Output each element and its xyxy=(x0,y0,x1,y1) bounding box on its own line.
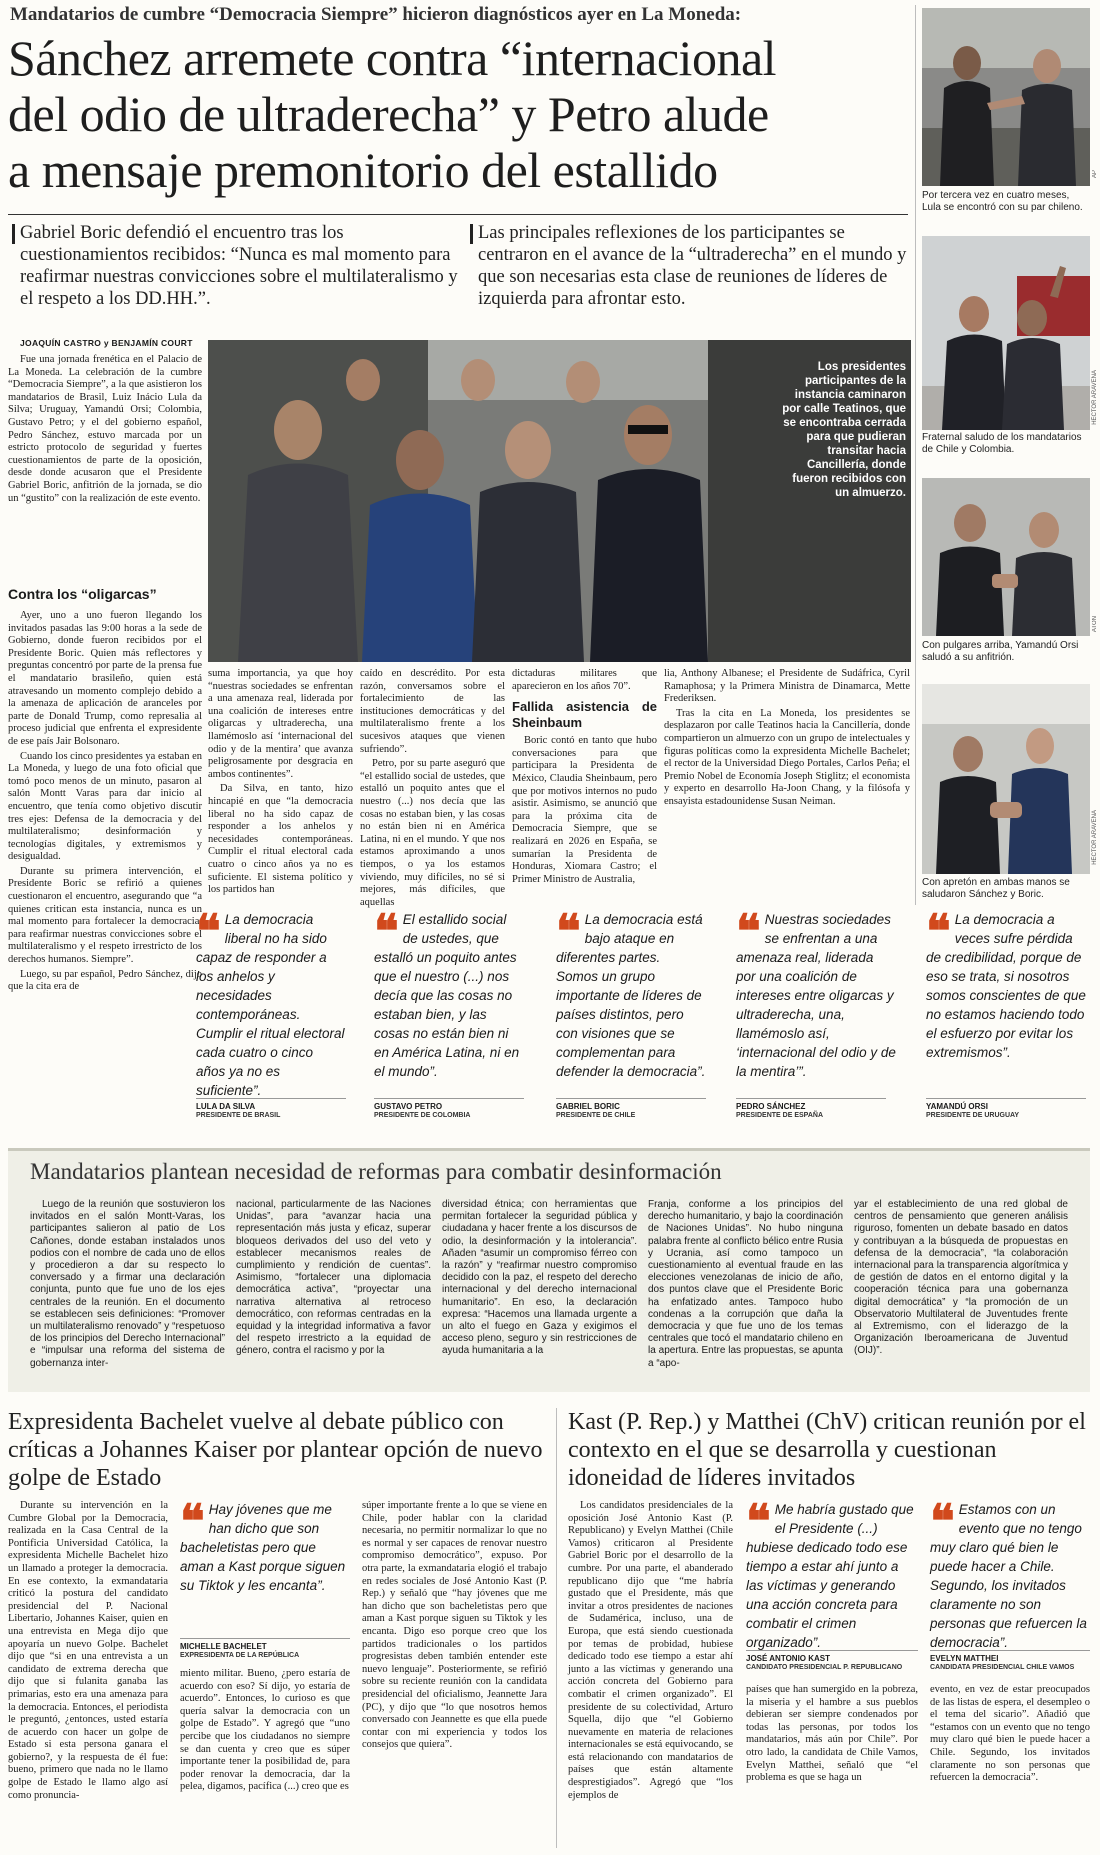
sidebar-credit-2: HÉCTOR ARAVENA xyxy=(1092,370,1098,425)
main-col1-bottom: Ayer, uno a uno fueron llegando los invitados pasadas las 9:00 horas a la sede de Gobierno, donde fueron recibidos por el Presidente Boric. Quien más reflectores y preguntas concentró por parte de la prensa fue el mandatario brasileño, quien está atravesando un momento complejo debido a la amenaza de aplicación de aranceles por parte de Donald Trump, como represalia al proceso judicial que enfrenta el expresidente de ese país Jair Bolsonaro. Cuando los cinco presidentes ya estaban en La Moneda, y luego de una foto oficial que tomó poco menos de un minuto, pasaron al salón Montt Varas para dar inicio al encuentro, que tenía como objetivo discutir tres ejes: Defensa de la democracia y del multilateralismo; desinformación y tecnologías digitales, y extremismos y desigualdad. Durante su primera intervención, el Presidente Boric se refirió a quienes cuestionaron el encuentro, asegurando que “a quienes critican esta instancia, nunca es un mal momento para fortalecer la democracia, para reafirmar nuestras convicciones sobre el multilateralismo y el respeto irrestricto de los derechos humanos. Siempre”. Luego, su par español, Pedro Sánchez, dijo que la cita era de xyxy=(8,610,202,993)
quote-sanchez: ❝ Nuestras sociedades se enfrentan a una amenaza real, liderada por una coalición de intereses entre oligarcas y ultraderecha, una, llamémoslo así, ‘internacional del odio y de la mentira’”. PEDRO SÁNCHEZ PRESIDENTE DE ESPAÑA xyxy=(736,904,896,1119)
quote-mark-icon: ❝ xyxy=(556,904,581,958)
main-photo-caption: Los presidentes participantes de la instancia caminaron por calle Teatinos, que se encontraba cerrada para que pudieran transitar hacia Cancillería, donde fueron recibidos con un almuerzo. xyxy=(782,361,906,499)
bachelet-quote: ❝ Hay jóvenes que me han dicho que son bacheletistas pero que aman a Kast porque siguen su Tiktok y les encanta”. MICHELLE BACHELET EXPRESIDENTA DE LA REPÚBLICA xyxy=(180,1500,350,1660)
quote-mark-icon: ❝ xyxy=(926,904,951,958)
sidebar-credit-3: ATON xyxy=(1092,616,1098,633)
sidebar-photo-orsi xyxy=(922,478,1090,636)
main-col4: dictaduras militares que aparecieron en los años 70”. Fallida asistencia de Sheinbaum Boric contó en tanto que hubo conversaciones para que participara la Presidenta de México, Claudia Sheinbaum, pero que por motivos internos no pudo asistir. Asimismo, se anunció que para la próxima cita de Democracia Siempre, que se realizará en 2026 en España, se sumarían la Presidenta de Honduras, Xiomara Castro; el Primer Ministro de Australia, xyxy=(512,668,657,885)
quote-lula: ❝ La democracia liberal no ha sido capaz de responder a los anhelos y necesidades contemporáneas. Cumplir el ritual electoral cada cuatro o cinco años ya no es suficiente”. LULA DA SILVA PRESIDENTE DE BRASIL xyxy=(196,904,345,1119)
deck-left: Gabriel Boric defendió el encuentro tras los cuestionamientos recibidos: “Nunca es mal momento para reafirmar nuestras convicciones sobre el multilateralismo y el respeto a los DD.HH.”. xyxy=(20,222,460,310)
section-divider xyxy=(556,1408,557,1848)
main-col2: suma importancia, ya que hoy “nuestras sociedades se enfrentan a una amenaza real, liderada por una coalición de intereses entre oligarcas y ultraderecha, una llamémoslo así ‘internacional del odio y de la mentira’ que avanza peligrosamente por desgracia en ambos continentes”. Da Silva, en tanto, hizo hincapié en que “la democracia liberal no ha sido capaz de responder a los anhelos y necesidades contemporáneas. Cumplir el ritual electoral cada cuatro o cinco años ya no es suficiente. El sistema político y los partidos han xyxy=(208,668,353,896)
byline: JOAQUÍN CASTRO y BENJAMÍN COURT xyxy=(20,338,193,348)
box-col2: nacional, particularmente de las Naciones Unidas”, para “avanzar hacia una representación más justa y eficaz, superar bloqueos derivados del uso del veto y establecer mecanismos reales de cumplimiento y rendición de cuentas”. Asimismo, “fortalecer una diplomacia democrática activa”, “proyectar una narrativa alternativa al retroceso democrático, con reformas centradas en la equidad y la integridad informativa a favor del respeto irrestricto a la equidad de género, contra el racismo y por la xyxy=(236,1199,431,1357)
quote-mark-icon: ❝ xyxy=(930,1494,955,1548)
main-col5: lia, Anthony Albanese; el Presidente de Sudáfrica, Cyril Ramaphosa; y la Primera Ministra de Dinamarca, Mette Frederiksen. Tras la cita en La Moneda, los presidentes se desplazaron por calle Teatinos hacia la Cancillería, donde compartieron un almuerzo con un grupo de intelectuales y figuras políticas como la expresidenta Michelle Bachelet; el rector de la Universidad Diego Portales, Carlos Peña; el Premio Nobel de Economía Joseph Stiglitz; el economista y experto en desarrollo Ha-Joon Chang, y la filósofa y ensayista estadounidense Susan Neiman. xyxy=(664,668,910,807)
main-subhead-sheinbaum: Fallida asistencia de Sheinbaum xyxy=(512,699,657,731)
matthei-quote: ❝ Estamos con un evento que no tengo muy claro qué bien le puede hacer a Chile. Segundo, los invitados claramente no son personas que refuercen la democracia”. EVELYN MATTHEI CANDIDATA PRESIDENCIAL CHILE VAMOS xyxy=(930,1500,1090,1670)
kast-headline: Kast (P. Rep.) y Matthei (ChV) critican reunión por el contexto en el que se desarrolla y cuestionan idoneidad de líderes invitados xyxy=(568,1409,1086,1491)
box-col5: yar el establecimiento de una red global de centros de pensamiento que generen análisis riguroso, fomenten un debate basado en datos y contribuyan a la búsqueda de propuestas en defensa de la democracia”, “la colaboración internacional para la transparencia algorítmica y de gestión de datos en el entorno digital y la cooperación técnica para una gobernanza digital democrática” y “la promoción de un Observatorio Multilateral de Juventudes frente al Extremismo, con el liderazgo de la Organización Iberoamericana de Juventud (OIJ)”. xyxy=(854,1199,1068,1357)
quote-petro: ❝ El estallido social de ustedes, que estalló un poquito antes que el nuestro (...) nos decía que las cosas no estaban bien, y las cosas no están bien ni en América Latina, ni en el mundo”. GUSTAVO PETRO PRESIDENTE DE COLOMBIA xyxy=(374,910,524,1120)
quote-mark-icon: ❝ xyxy=(736,904,761,958)
kast-col1: Los candidatos presidenciales de la oposición José Antonio Kast (P. Republicano) y Evelyn Matthei (Chile Vamos) criticaron al Presidente Gabriel Boric por el desarrollo de la cumbre. Por una parte, el abanderado republicano dijo que “me habría gustado que el Presidente, más que invitar a otros presidentes de naciones de Sudamérica, incluso, una de Europa, que está siendo cuestionada por temas de probidad, hubiese dedicado todo ese tiempo a estar ahí junto a las víctimas y generando una acción concreta del Gobierno para combatir el crimen organizado”. El presidente de su colectividad, Arturo Squella, dijo que “el Gobierno nuevamente en materia de relaciones internacionales se está equivocando, se está relacionando con mandatarios de países que están altamente desprestigiados”. Agregó que “los ejemplos de xyxy=(568,1500,733,1801)
sidebar-credit-4: HÉCTOR ARAVENA xyxy=(1092,810,1098,865)
main-col3: caído en descrédito. Por esta razón, conversamos sobre el fortalecimiento de las instituciones democráticas y del multilateralismo frente a los sucesivos ataques que vienen sufriendo”. Petro, por su parte aseguró que “el estallido social de ustedes, que estalló un poquito antes que el nuestro (...) nos decía que las cosas no estaban bien, y las cosas no están bien ni en América Latina, ni en el mundo. Y que nos estamos aproximando a unos tiempos, o ya los estamos viviendo, muy difíciles, no sé si mejores, más difíciles, que aquellas xyxy=(360,668,505,908)
header-rule xyxy=(8,214,908,215)
sidebar-caption-4: Con apretón en ambas manos se saludaron Sánchez y Boric. xyxy=(922,877,1070,900)
quote-boric: ❝ La democracia está bajo ataque en diferentes partes. Somos un grupo importante de líderes de países distintos, pero con visiones que se complementan para defender la democracia”. GABRIEL BORIC PRESIDENTE DE CHILE xyxy=(556,904,706,1119)
sidebar-caption-1: Por tercera vez en cuatro meses, Lula se encontró con su par chileno. xyxy=(922,190,1083,213)
bachelet-headline: Expresidenta Bachelet vuelve al debate público con críticas a Johannes Kaiser por plantear opción de nuevo golpe de Estado xyxy=(8,1409,543,1491)
sidebar-credit-1: AP xyxy=(1092,170,1098,179)
quote-mark-icon: ❝ xyxy=(180,1494,205,1548)
kast-quote: ❝ Me habría gustado que el Presidente (...) hubiese dedicado todo ese tiempo a estar ahí junto a las víctimas y generando una acción concreta para combatir el crimen organizado”. JOSÉ ANTONIO KAST CANDIDATO PRESIDENCIAL P. REPUBLICANO xyxy=(746,1500,918,1670)
quote-mark-icon: ❝ xyxy=(746,1494,771,1548)
kast-col3: evento, en vez de estar preocupados de las listas de espera, el desempleo o el tema del sicario”. Añadió que “estamos con un evento que no tengo muy claro qué bien le puede hacer a Chile. Segundo, los invitados claramente no son personas que refuercen la democracia”. xyxy=(930,1684,1090,1784)
sidebar-caption-3: Con pulgares arriba, Yamandú Orsi saludó a su anfitrión. xyxy=(922,640,1079,663)
quote-mark-icon: ❝ xyxy=(374,904,399,958)
main-subhead-oligarcas: Contra los “oligarcas” xyxy=(8,586,157,602)
deck-right: Las principales reflexiones de los participantes se centraron en el avance de la “ultraderecha” en el mundo y que son necesarias esta clase de reuniones de líderes de izquierda para afrontar esto. xyxy=(478,223,907,309)
kast-col2: países que han sumergido en la pobreza, la miseria y el hambre a sus pueblos debieran ser siempre condenados por todas las personas, por todos los mandatarios, más aún por Chile”. Por otro lado, la candidata de Chile Vamos, Evelyn Matthei, señaló que “el problema es que se haga un xyxy=(746,1684,918,1784)
box-col1: Luego de la reunión que sostuvieron los invitados en el salón Montt-Varas, los participantes salieron al patio de Los Cañones, donde estaban instalados unos podios con el nombre de cada uno de ellos y procedieron a dar su respecto lo conversado y a firmar una declaración conjunta, punto que fue uno de los ejes centrales de la reunión. En el documento se establecen seis definiciones: “Promover un multilateralismo renovado” y “respetuoso de los principios del Derecho Internacional” e “impulsar una reforma del sistema de gobernanza inter- xyxy=(30,1199,225,1369)
bachelet-col3: súper importante frente a lo que se viene en Chile, poder hablar con la claridad necesaria, no permitir normalizar lo que no es normal y ser capaces de renovar nuestro compromiso democrático”, expuso. Por otra parte, la exmandataria elogió el trabajo en redes sociales de José Antonio Kast (P. Rep.) y señaló que “hay jóvenes que me han dicho que son bacheletistas pero que aman a Kast porque siguen su Tiktok y les encanta. Digo eso porque creo que los partidos tradicionales o los partidos progresistas deben también entender este nuevo lenguaje”. Posteriormente, se refirió sobre su reciente reunión con la candidata presidencial del oficialismo, Jeannette Jara (PC), y dijo que “lo que nosotros hemos conversado con Jeannette es que ella puede contar con mi experiencia y todos los consejos que quiera”. xyxy=(362,1500,547,1751)
headline: Sánchez arremete contra “internacional del odio de ultraderecha” y Petro alude a mensaje premonitorio del estallido xyxy=(8,30,777,198)
sidebar-photo-lula xyxy=(922,8,1090,186)
kicker: Mandatarios de cumbre “Democracia Siempre” hicieron diagnósticos ayer en La Moneda: xyxy=(10,4,742,25)
sidebar-photo-petro xyxy=(922,236,1090,430)
sidebar-caption-2: Fraternal saludo de los mandatarios de Chile y Colombia. xyxy=(922,432,1082,455)
bachelet-col2: miento militar. Bueno, ¿pero estaría de acuerdo con eso? Sí dijo, yo estaría de acuerdo”. Entonces, lo curioso es que quería salvar la democracia con un golpe de Estado”. Y agregó que “uno percibe que los ciudadanos no siempre se dan cuenta y creo que es súper importante tener la posibilidad de, para poder renovar la democracia, dar la pelea, digamos, pacífica (...) creo que es xyxy=(180,1668,350,1793)
quote-mark-icon: ❝ xyxy=(196,904,221,958)
main-col1-top: Fue una jornada frenética en el Palacio de La Moneda. La celebración de la cumbre “Democracia Siempre”, a la que asistieron los mandatarios de Brasil, Luiz Inácio Lula da Silva; Uruguay, Yamandú Orsi; Colombia, Gustavo Petro; y el del gobierno español, Pedro Sánchez, estuvo marcada por un estricto protocolo de seguridad y fuertes cuestionamientos de parte de la oposición, desde donde acusaron que el Presidente Gabriel Boric, anfitrión de la jornada, se dio un “gustito” con la realización de este evento. xyxy=(8,354,202,504)
sidebar-rule xyxy=(915,5,916,905)
box-desinformacion xyxy=(8,1148,1090,1392)
quote-orsi: ❝ La democracia a veces sufre pérdida de credibilidad, porque de eso se trata, si nosotros somos conscientes de que no estamos haciendo todo el esfuerzo por evitar los extremismos”. YAMANDÚ ORSI PRESIDENTE DE URUGUAY xyxy=(926,904,1086,1119)
bachelet-col1: Durante su intervención en la Cumbre Global por la Democracia, realizada en la Casa Central de la Pontificia Universidad Católica, la expresidenta Michelle Bachelet hizo un llamado a proteger la democracia. En ese contexto, la exmandataria criticó la postura del candidato presidencial del P. Nacional Libertario, Johannes Kaiser, quien en una entrevista en Mega dijo que apoyaría un nuevo Golpe. Bachelet dijo que “si en una entrevista a un candidato de extrema derecha que dijo que si fulanita ganaba las primarias, esto era una amenaza para la democracia. Entonces, el periodista le preguntó, ¿entonces, usted estaría de acuerdo con hacer un golpe de Estado si esta persona ganara el gobierno?, y la respuesta de él fue: bueno, primero que nada no le llamo golpe de Estado le llamo algo así como pronuncia- xyxy=(8,1500,168,1801)
box-title: Mandatarios plantean necesidad de reformas para combatir desinformación xyxy=(30,1159,722,1184)
box-col3: diversidad étnica; con herramientas que permitan fortalecer la seguridad pública y ciudadana y hacer frente a los discursos de odio, la desinformación y la intolerancia”. Añaden “asumir un compromiso férreo con la razón” y “reafirmar nuestro compromiso decidido con la paz, el respeto del derecho internacional y del derecho internacional humanitario”. En eso, la declaración expresa: “Hacemos una llamada urgente a un alto el fuego en Gaza y exigimos el acceso pleno, seguro y sin restricciones de ayuda humanitaria a la xyxy=(442,1199,637,1357)
sidebar-photo-sanchez xyxy=(922,684,1090,874)
box-col4: Franja, conforme a los principios del derecho humanitario, y bajo la coordinación de Naciones Unidas”. No hubo ninguna palabra frente al conflicto bélico entre Rusia y Ucrania, así como tampoco un cuestionamiento al eventual fraude en las elecciones venezolanas de inicio de año, dos puntos clave que el Presidente Boric ha enfatizado antes. Tampoco hubo condenas a la corrupción que daña la democracia y que fue uno de los temas centrales que tocó el mandatario chileno en la apertura. Entre las propuestas, se apunta a “apo- xyxy=(648,1199,843,1369)
